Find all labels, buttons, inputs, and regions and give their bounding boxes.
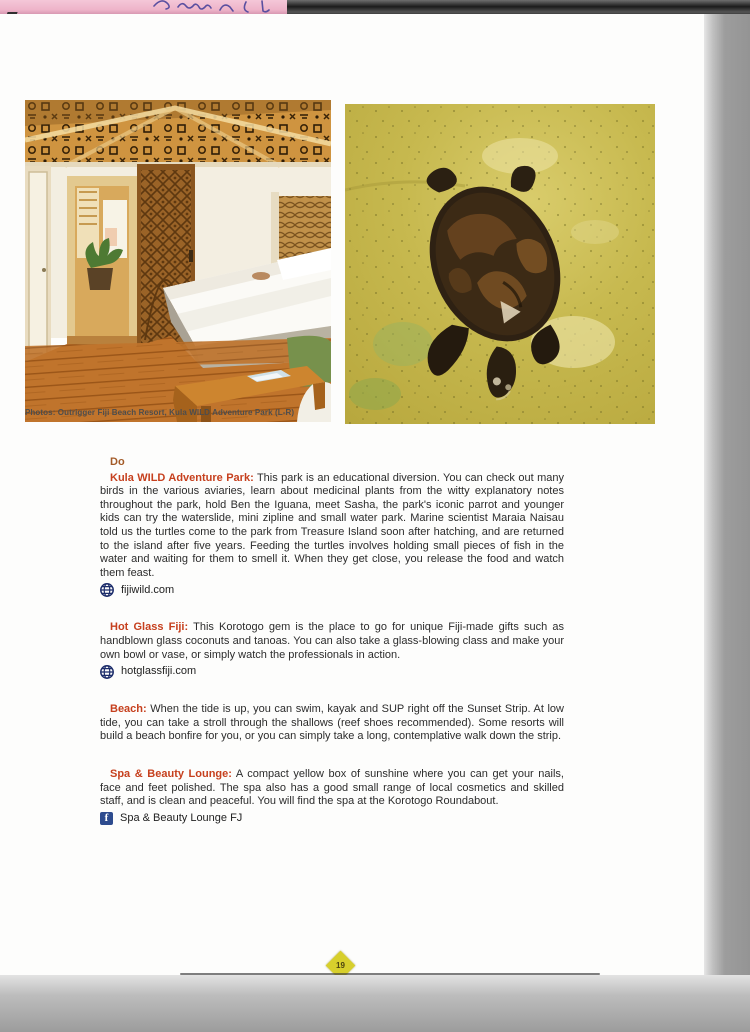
entry-text: A compact yellow box of sunshine where you can get your nails, face and feet polished. The spa also has a good small range of local cosmetics and skilled staff, and is clean and peaceful. You will find the spa at the Korotogo Roundabout.	[100, 767, 564, 808]
entry-title: Spa & Beauty Lounge:	[110, 767, 232, 780]
entry-title: Beach:	[110, 703, 147, 716]
website-link-row	[100, 665, 564, 679]
photo-caption: Photos: Outrigger Fiji Beach Resort, Kula WILD Adventure Park (L-R)	[25, 408, 295, 417]
entry-paragraph	[100, 768, 564, 809]
article-body	[100, 456, 564, 849]
magazine-page	[0, 14, 712, 975]
facebook-icon: f	[100, 812, 113, 825]
entry-paragraph	[100, 621, 564, 662]
sea-turtle-illustration	[345, 104, 655, 424]
handwriting-squiggle	[150, 0, 287, 13]
page-number: 19	[336, 961, 345, 970]
section-heading-do: Do	[110, 456, 125, 468]
globe-icon	[100, 665, 114, 679]
entry-title: Kula WILD Adventure Park:	[110, 471, 254, 484]
entry-hot-glass-fiji	[100, 621, 564, 679]
resort-room-photo	[25, 100, 331, 422]
entry-beach	[100, 703, 564, 744]
website-link-row	[100, 583, 564, 597]
facebook-link-row	[100, 812, 564, 826]
entry-text: This park is an educational diversion. You can check out many birds in the various aviaries, learn about medicinal plants from the witty explanatory notes throughout the park, hold Ben the Iguana, meet Sasha, the park's iconic parrot and younger kids can try the waterslide, mini zipline and small water park. Marine scientist Maraia Naisau told us the turtles come to the park from Treasure Island soon after hatching, and are returned to the island after five years. Feeding the turtles involves holding small pieces of fish in the water and waiting for them to smell it. When they get close, you release the food and watch them feast.	[100, 471, 564, 579]
scan-bottom-edge	[0, 975, 750, 1032]
entry-text: This Korotogo gem is the place to go for unique Fiji-made gifts such as handblown glass coconuts and tanoas. You can also take a glass-blowing class and make your own bowl or vase, or simply watch the professionals in action.	[100, 621, 564, 661]
scan-right-edge	[704, 14, 750, 1032]
facebook-page-name: Spa & Beauty Lounge FJ	[120, 811, 243, 824]
entry-spa-beauty-lounge	[100, 768, 564, 825]
sea-turtle-photo	[345, 104, 655, 424]
website-url: fijiwild.com	[121, 583, 175, 596]
entry-paragraph	[100, 703, 564, 744]
resort-room-illustration	[25, 100, 331, 422]
entry-paragraph	[100, 472, 564, 581]
entry-title: Hot Glass Fiji:	[110, 621, 189, 634]
globe-icon	[100, 583, 114, 597]
website-url: hotglassfiji.com	[121, 665, 197, 678]
entry-kula-wild-adventure-park	[100, 472, 564, 598]
entry-text: When the tide is up, you can swim, kayak and SUP right off the Sunset Strip. At low tide, you can take a stroll through the shallows (reef shoes recommended). Some resorts will build a beach bonfire for you, or you can simply take a long, contemplative walk down the strip.	[100, 703, 564, 743]
